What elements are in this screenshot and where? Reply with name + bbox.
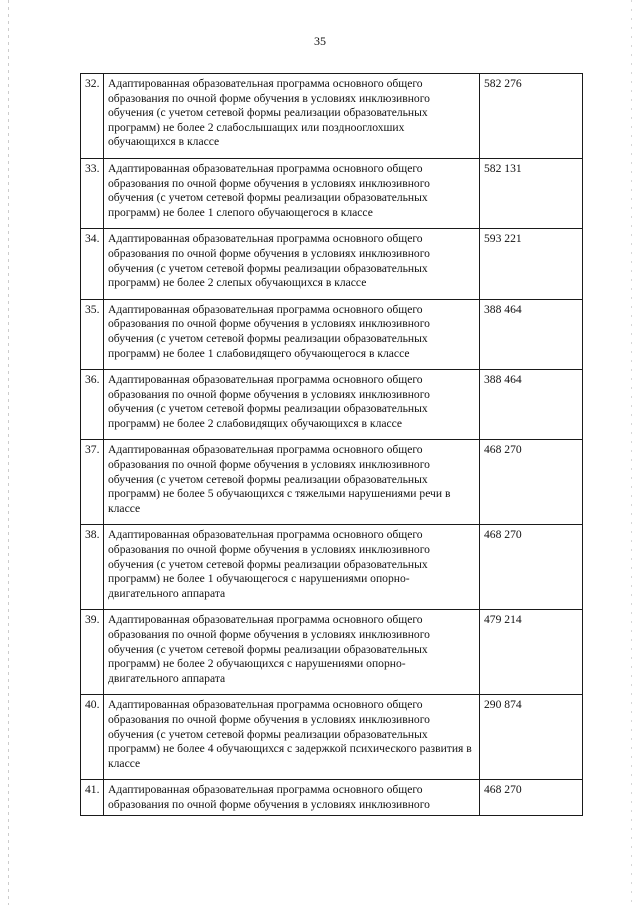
- row-number: 40.: [81, 695, 104, 780]
- cost-value: 468 270: [480, 525, 583, 610]
- table-row: [81, 370, 583, 440]
- table-row: [81, 440, 583, 525]
- page-number: 35: [314, 34, 326, 48]
- row-number: 36.: [81, 370, 104, 440]
- cost-value: 290 874: [480, 695, 583, 780]
- cost-value: 479 214: [480, 610, 583, 695]
- table-row: [81, 525, 583, 610]
- cost-value: 468 270: [480, 440, 583, 525]
- table-row: [81, 780, 583, 815]
- program-description: Адаптированная образовательная программа основного общего образования по очной форме обучения в условиях инклюзивного обучения (с учетом сетевой формы реализации образовательных программ) не более 5 обучающихся с тяжелыми нарушениями речи в классе: [104, 440, 480, 525]
- cost-value: 388 464: [480, 299, 583, 369]
- cost-value: 468 270: [480, 780, 583, 815]
- row-number: 33.: [81, 158, 104, 228]
- row-number: 38.: [81, 525, 104, 610]
- scan-edge-right: [631, 0, 632, 905]
- row-number: 32.: [81, 74, 104, 159]
- row-number: 41.: [81, 780, 104, 815]
- program-description: Адаптированная образовательная программа основного общего образования по очной форме обучения в условиях инклюзивного обучения (с учетом сетевой формы реализации образовательных программ) не более 4 обучающихся с задержкой психического развития в классе: [104, 695, 480, 780]
- row-number: 37.: [81, 440, 104, 525]
- program-description: Адаптированная образовательная программа основного общего образования по очной форме обучения в условиях инклюзивного обучения (с учетом сетевой формы реализации образовательных программ) не более 1 слабовидящего обучающегося в классе: [104, 299, 480, 369]
- cost-value: 582 276: [480, 74, 583, 159]
- cost-value: 593 221: [480, 229, 583, 299]
- table-row: [81, 158, 583, 228]
- program-description: Адаптированная образовательная программа основного общего образования по очной форме обучения в условиях инклюзивного обучения (с учетом сетевой формы реализации образовательных программ) не более 2 слабовидящих обучающихся в классе: [104, 370, 480, 440]
- program-description: Адаптированная образовательная программа основного общего образования по очной форме обучения в условиях инклюзивного обучения (с учетом сетевой формы реализации образовательных программ) не более 1 обучающегося с нарушениями опорно-двигательного аппарата: [104, 525, 480, 610]
- program-description: Адаптированная образовательная программа основного общего образования по очной форме обучения в условиях инклюзивного: [104, 780, 480, 815]
- table-row: [81, 695, 583, 780]
- program-cost-table: [80, 73, 583, 816]
- row-number: 34.: [81, 229, 104, 299]
- table-row: [81, 74, 583, 159]
- scan-edge-left: [8, 0, 9, 905]
- program-description: Адаптированная образовательная программа основного общего образования по очной форме обучения в условиях инклюзивного обучения (с учетом сетевой формы реализации образовательных программ) не более 1 слепого обучающегося в классе: [104, 158, 480, 228]
- row-number: 39.: [81, 610, 104, 695]
- row-number: 35.: [81, 299, 104, 369]
- program-description: Адаптированная образовательная программа основного общего образования по очной форме обучения в условиях инклюзивного обучения (с учетом сетевой формы реализации образовательных программ) не более 2 слабослышащих или позднооглохших обучающихся в классе: [104, 74, 480, 159]
- cost-value: 582 131: [480, 158, 583, 228]
- table-row: [81, 229, 583, 299]
- cost-value: 388 464: [480, 370, 583, 440]
- table-row: [81, 299, 583, 369]
- table-row: [81, 610, 583, 695]
- program-description: Адаптированная образовательная программа основного общего образования по очной форме обучения в условиях инклюзивного обучения (с учетом сетевой формы реализации образовательных программ) не более 2 слепых обучающихся в классе: [104, 229, 480, 299]
- program-description: Адаптированная образовательная программа основного общего образования по очной форме обучения в условиях инклюзивного обучения (с учетом сетевой формы реализации образовательных программ) не более 2 обучающихся с нарушениями опорно-двигательного аппарата: [104, 610, 480, 695]
